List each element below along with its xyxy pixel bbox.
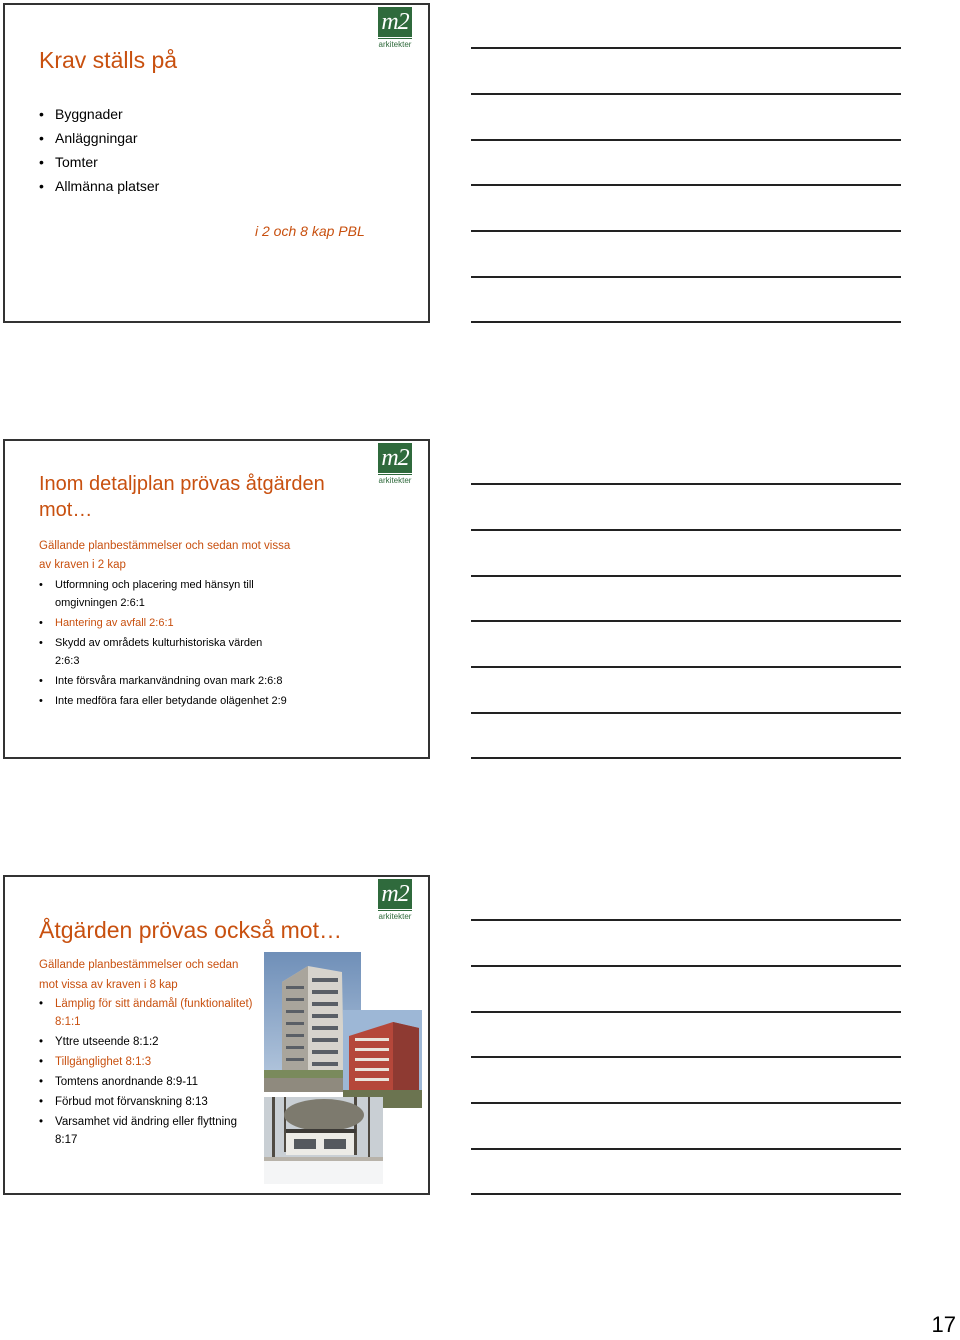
list-item: • Lämplig för sitt ändamål (funktionalitet) 8:1:1 xyxy=(39,995,253,1031)
slide-title: Inom detaljplan prövas åtgärden mot… xyxy=(39,473,325,521)
list-item: • Tomter xyxy=(39,150,159,174)
list-item: • Inte försvåra markanvändning ovan mark 2:6:8 xyxy=(39,672,287,690)
list-item: • Anläggningar xyxy=(39,126,159,150)
slide-3 xyxy=(3,875,430,1195)
bullet-list xyxy=(39,995,253,1149)
bullet-list xyxy=(39,102,159,198)
list-item: • Yttre utseende 8:1:2 xyxy=(39,1033,253,1051)
page-number: 17 xyxy=(931,1312,956,1337)
list-item: • Byggnader xyxy=(39,102,159,126)
slide-intro: Gällande planbestämmelser och sedan mot vissa av kraven i 2 kap xyxy=(39,540,291,571)
slide-title: Krav ställs på xyxy=(39,47,178,73)
list-item: • Förbud mot förvanskning 8:13 xyxy=(39,1093,253,1111)
red-brick-building-photo xyxy=(343,1010,422,1108)
list-item: • Allmänna platser xyxy=(39,174,159,198)
slide-2 xyxy=(3,439,430,759)
list-item: • Tillgänglighet 8:1:3 xyxy=(39,1053,253,1071)
list-item: • Inte medföra fara eller betydande olägenhet 2:9 xyxy=(39,692,287,710)
slide-note: i 2 och 8 kap PBL xyxy=(255,223,365,239)
winter-villa-photo xyxy=(264,1097,383,1184)
bullet-list xyxy=(39,576,287,710)
list-item: • Tomtens anordnande 8:9-11 xyxy=(39,1073,253,1091)
list-item: • Utformning och placering med hänsyn till omgivningen 2:6:1 xyxy=(39,576,287,612)
slide-1 xyxy=(3,3,430,323)
slide-title: Åtgärden prövas också mot… xyxy=(39,917,342,943)
list-item: • Varsamhet vid ändring eller flyttning 8:17 xyxy=(39,1113,253,1149)
list-item: • Skydd av områdets kulturhistoriska värden 2:6:3 xyxy=(39,634,287,670)
list-item: • Hantering av avfall 2:6:1 xyxy=(39,614,287,632)
slide-intro: Gällande planbestämmelser och sedan mot vissa av kraven i 8 kap xyxy=(39,959,239,991)
m2-arkitekter-logo: m2 arkitekter xyxy=(378,9,412,49)
m2-arkitekter-logo: m2 arkitekter xyxy=(378,881,412,921)
m2-arkitekter-logo: m2 arkitekter xyxy=(378,445,412,485)
